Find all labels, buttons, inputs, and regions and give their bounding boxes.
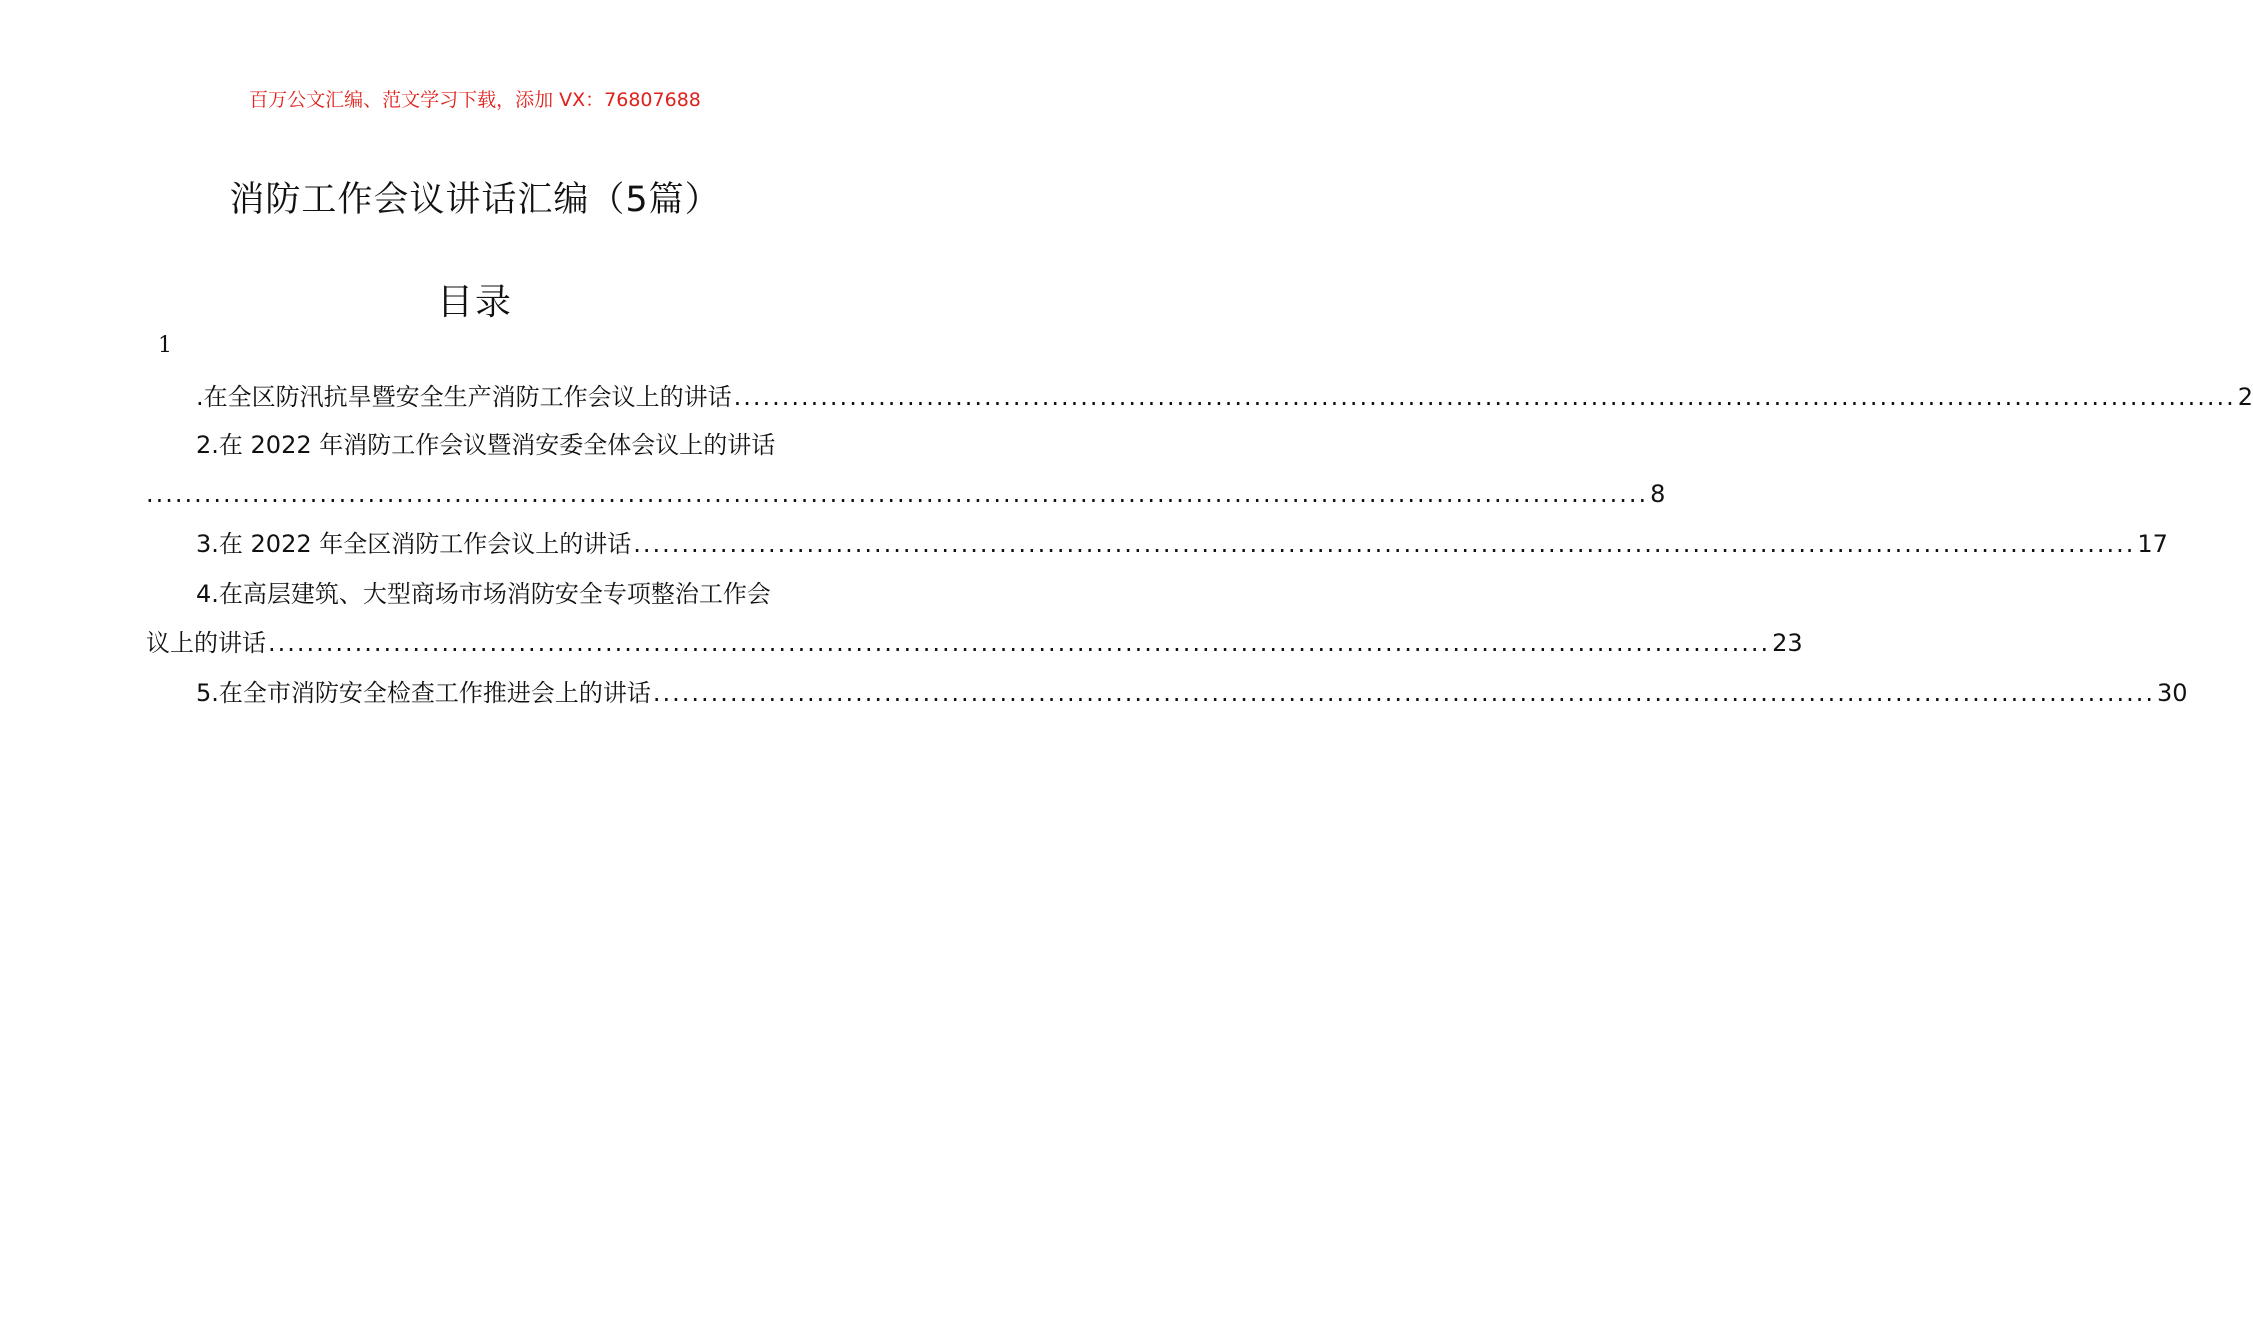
dot-leader: ............................................................................................................................................................ — [633, 530, 2136, 558]
header-ad-text: 百万公文汇编、范文学习下载，添加 VX：76807688 — [249, 89, 701, 111]
toc-entry-2-line2[interactable] — [146, 478, 1666, 510]
toc-entry-text: 5.在全市消防安全检查工作推进会上的讲话 — [196, 679, 651, 707]
toc-heading: 目录 — [436, 282, 513, 323]
stray-page-number: 1 — [158, 333, 172, 358]
toc-entry-3[interactable] — [196, 528, 2168, 560]
toc-entry-text: .在全区防汛抗旱暨安全生产消防工作会议上的讲话 — [196, 383, 732, 411]
toc-entry-4-line1[interactable]: 4.在高层建筑、大型商场市场消防安全专项整治工作会 — [196, 580, 771, 608]
toc-entry-1[interactable] — [196, 381, 2253, 413]
dot-leader: ............................................................................................................................................................ — [733, 383, 2236, 411]
toc-entry-5[interactable] — [196, 677, 2188, 709]
toc-entry-text: 3.在 2022 年全区消防工作会议上的讲话 — [196, 530, 632, 558]
toc-entry-page: 8 — [1650, 480, 1666, 508]
toc-entry-4-line2[interactable] — [146, 627, 1803, 659]
toc-entry-page: 17 — [2137, 530, 2168, 558]
dot-leader: ............................................................................................................................................................ — [268, 629, 1771, 657]
toc-entry-text: 议上的讲话 — [146, 629, 266, 657]
toc-entry-page: 30 — [2157, 679, 2188, 707]
dot-leader: ............................................................................................................................................................ — [652, 679, 2156, 707]
toc-entry-page: 2 — [2237, 383, 2253, 411]
toc-entry-2-line1[interactable]: 2.在 2022 年消防工作会议暨消安委全体会议上的讲话 — [196, 431, 776, 459]
dot-leader: ............................................................................................................................................................ — [146, 480, 1649, 508]
document-title: 消防工作会议讲话汇编（5篇） — [229, 180, 721, 220]
toc-entry-page: 23 — [1772, 629, 1803, 657]
